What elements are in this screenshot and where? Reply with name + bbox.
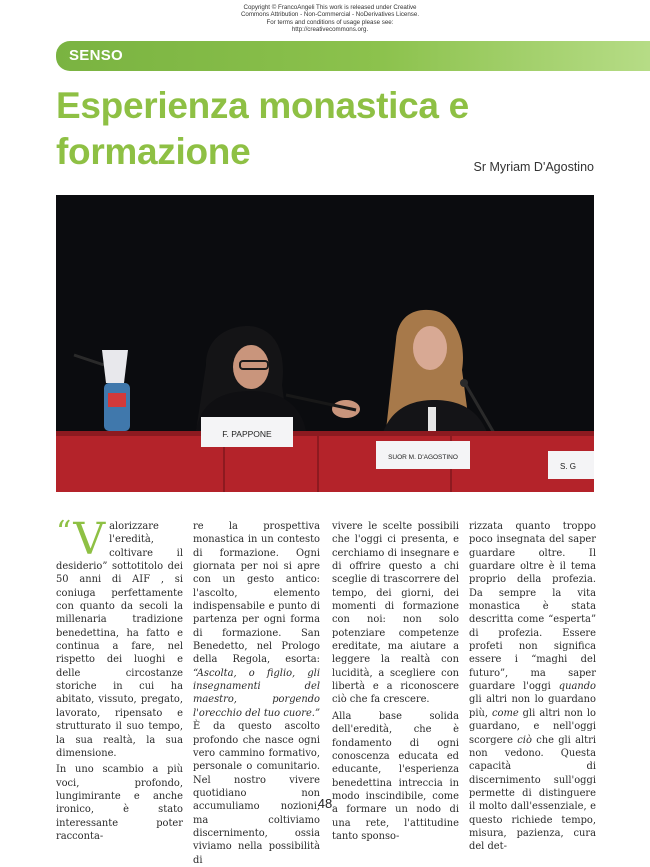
emphasis: quando [558,681,596,693]
paragraph-text: alorizzare l'eredità, coltivare il desiderio” sottotitolo dei 50 anni di AIF , si coniuga perfettamente con quanto da secoli la millenaria tradizione benedettina, ha fatto e continua a fare, nel rispetto dei luoghi e delle circostanze storiche in cui ha abitato, vissuto, pregato, lavorato, ripensato e strutturato il suo tempo, la sua realtà, la sua dimensione. [56,521,183,759]
paragraph-text: gli altri non lo guardano più, [469,694,596,719]
benedict-quote: “Ascolta, o figlio, gli insegnamenti del maestro, porgendo l'orecchio del tuo cuore.” [193,667,320,719]
article-author: Sr Myriam D'Agostino [473,160,594,174]
page-number: 48 [317,796,333,811]
text-column-3 [332,520,459,843]
paragraph-text: che gli altri non vedono. Questa capacità di discernimento sull'oggi permette di distinguere il molto dall'essenziale, e questo richiede tempo, misura, pazienza, cura del det- [469,734,597,853]
paragraph: Alla base solida dell'eredità, che è fondamento di ogni conoscenza educata ed educante, l'esperienza benedettina intreccia in modo inscindibile, come a formare un nodo di una rete, l'attitudine tanto sponso- [332,710,459,842]
article-title: Esperienza monastica e formazione [56,85,469,172]
copyright-notice [180,4,480,33]
emphasis: ciò [517,734,532,746]
panel-photo-illustration [56,195,594,492]
copyright-line: http://creativecommons.org. [291,25,369,33]
nameplate-dagostino: SUOR M. D'AGOSTINO [388,454,458,461]
paragraph: In uno scambio a più voci, profondo, lungimirante e anche ironico, è stato interessante poter racconta- [56,764,183,842]
paragraph-text: gli altri non lo guardano, e nell'oggi scorgere [469,707,596,746]
emphasis: come [491,707,519,719]
opening-quote-mark: “ [56,515,72,550]
copyright-line: For terms and conditions of usage please see: [266,18,394,26]
paragraph [193,520,320,867]
nameplate-pappone: F. PAPPONE [222,429,272,439]
paragraph-text: È da questo ascolto profondo che nasce ogni vero cammino formativo, personale o comunitario. Nel nostro vivere quotidiano non accumuliamo nozioni, ma coltiviamo discernimento, ossia viviamo nella possibilità di [193,721,320,866]
section-banner [56,41,650,71]
section-label: SENSO [69,47,124,64]
text-column-2 [193,520,320,867]
text-column-1 [56,514,183,843]
drop-cap: V [73,514,106,565]
copyright-line: Copyright © FrancoAngeli This work is released under Creative [243,4,417,11]
copyright-line: Commons Attribution - Non-Commercial - NoDerivatives License. [240,11,420,19]
opening-paragraph [56,514,183,760]
article-photo [56,195,594,492]
paragraph: vivere le scelte possibili che l'oggi ci presenta, e cerchiamo di insegnare e di offrire questo a chi sceglie di trascorrere del tempo, dei giorni, dei momenti di formazione con noi: non solo potenziare competenze ereditate, ma aiutare a leggere la realtà con lucidità, a scegliere con libertà e a riconoscere ciò che fa crescere. [332,521,459,706]
nameplate-third: S. G [560,462,577,471]
paragraph-text: re la prospettiva monastica in un contesto di formazione. Ogni giornata per noi si apre con un gesto antico: l'ascolto, elemento indispensabile e punto di partenza per ogni forma di formazione. San Benedetto, nel Prologo della Regola, esorta: [193,521,320,666]
paragraph-text: rizzata quanto troppo poco insegnata del saper guardare oltre. Il guardare oltre è il tema proprio della profezia. Da sempre la vita monastica è stata descritta come “esperta” di profezia. Essere profeti non significa essere i “maghi del futuro”, ma saper guardare l'oggi [469,521,596,693]
